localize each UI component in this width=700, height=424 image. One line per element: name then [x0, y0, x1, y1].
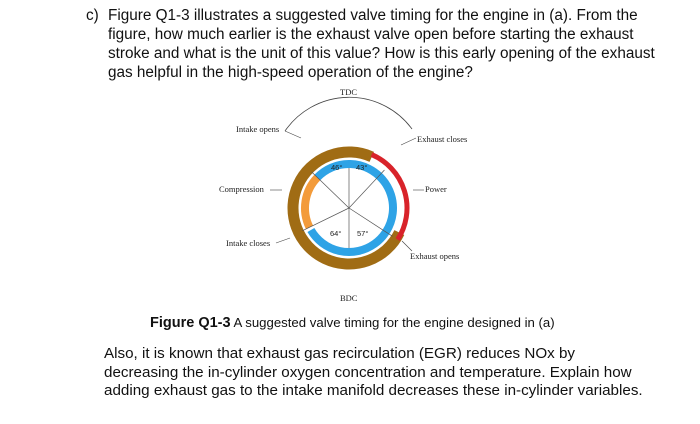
question-label: c) — [86, 7, 99, 24]
intake-opens-leader — [285, 131, 301, 138]
spoke-43 — [349, 170, 384, 208]
followup-text: Also, it is known that exhaust gas recirculation (EGR) reduces NOx by decreasing the in-cylinder oxygen concentration and temperature. Explain how adding exhaust gas to the intake manifold decreases these in-cylinder variables. — [104, 345, 643, 399]
compression-label: Compression — [219, 184, 264, 194]
intake-opens-label: Intake opens — [236, 124, 280, 134]
intake-closes-label: Intake closes — [226, 238, 271, 248]
power-ring — [311, 164, 393, 252]
figure-caption — [150, 315, 555, 331]
bdc-label: BDC — [340, 293, 358, 303]
exhaust-opens-leader — [402, 241, 412, 251]
angle-label-46: 46° — [331, 163, 343, 172]
spoke-57 — [349, 208, 393, 236]
spoke-46 — [312, 172, 349, 208]
question-text: Figure Q1-3 illustrates a suggested valve timing for the engine in (a). From the figure, how much earlier is the exhaust valve open before starting the exhaust stroke and what is the unit of this value? How is this early opening of the exhaust gas helpful in the high-speed operation of the engine? — [108, 7, 655, 81]
tdc-label: TDC — [340, 87, 357, 97]
overlap-arc — [285, 97, 412, 131]
exhaust-closes-label: Exhaust closes — [417, 134, 468, 144]
angle-label-64: 64° — [330, 229, 342, 238]
angle-label-43: 43° — [356, 163, 368, 172]
caption-label: Figure Q1-3 — [150, 315, 231, 331]
caption-text: A suggested valve timing for the engine designed in (a) — [230, 315, 555, 330]
angle-label-57: 57° — [357, 229, 369, 238]
timing-rings — [293, 152, 407, 264]
intake-closes-leader — [276, 238, 290, 243]
compression-ring — [305, 177, 317, 227]
exhaust-closes-leader — [401, 138, 416, 145]
exhaust-opens-label: Exhaust opens — [410, 251, 460, 261]
power-label: Power — [425, 184, 447, 194]
